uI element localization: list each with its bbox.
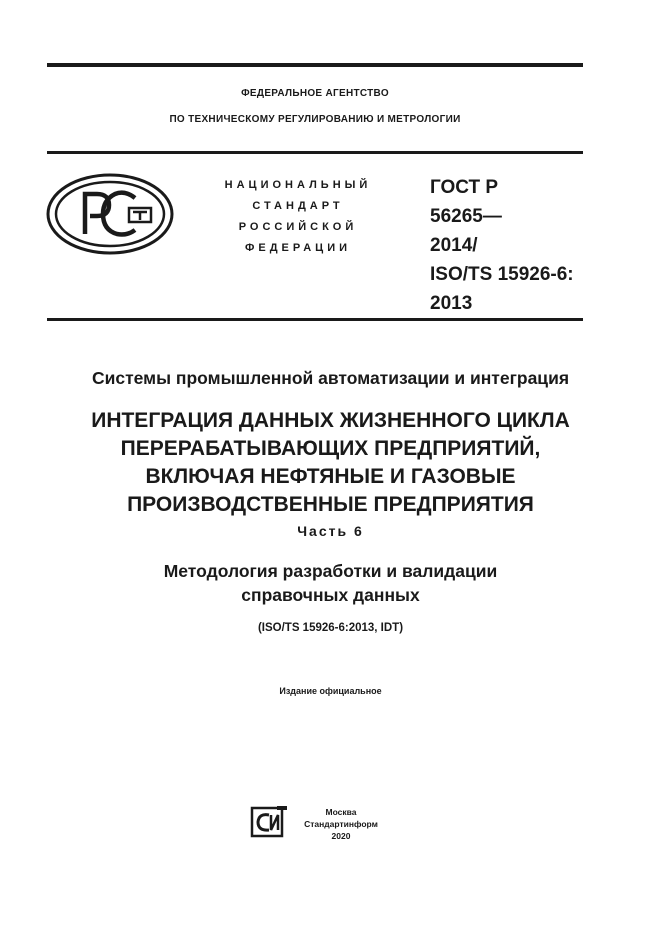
header-rule bbox=[47, 151, 583, 154]
designation-line4: ISO/TS 15926-6: bbox=[430, 264, 574, 285]
subtitle-line1: Методология разработки и валидации bbox=[163, 561, 498, 581]
designation-line1: ГОСТ Р bbox=[430, 177, 499, 198]
designation-line3: 2014/ bbox=[430, 235, 478, 256]
national-standard-line2: СТАНДАРТ bbox=[252, 200, 344, 212]
national-standard-label bbox=[198, 175, 398, 259]
equivalence-note: (ISO/TS 15926-6:2013, IDT) bbox=[257, 622, 404, 634]
standard-designation bbox=[430, 173, 600, 318]
main-title bbox=[20, 407, 641, 519]
gost-r-emblem-icon bbox=[45, 172, 175, 256]
publisher-imprint bbox=[296, 806, 386, 842]
edition-note: Издание официальное bbox=[279, 686, 382, 696]
series-title: Системы промышленной автоматизации и интеграция bbox=[91, 368, 570, 388]
part-subtitle bbox=[20, 559, 641, 607]
national-standard-line3: РОССИЙСКОЙ bbox=[238, 221, 358, 233]
top-rule bbox=[47, 63, 583, 67]
part-label: Часть 6 bbox=[297, 523, 364, 539]
designation-line2: 56265— bbox=[430, 206, 502, 227]
standartinform-logo-icon bbox=[249, 805, 289, 839]
agency-name-line2: ПО ТЕХНИЧЕСКОМУ РЕГУЛИРОВАНИЮ И МЕТРОЛОГИИ bbox=[169, 114, 461, 125]
publication-year: 2020 bbox=[331, 831, 351, 841]
main-title-line3: ВКЛЮЧАЯ НЕФТЯНЫЕ И ГАЗОВЫЕ bbox=[145, 465, 516, 488]
national-standard-line4: ФЕДЕРАЦИИ bbox=[244, 242, 352, 254]
publisher-city: Москва bbox=[325, 807, 357, 817]
designation-line5: 2013 bbox=[430, 293, 473, 314]
main-title-line1: ИНТЕГРАЦИЯ ДАННЫХ ЖИЗНЕННОГО ЦИКЛА bbox=[91, 409, 570, 432]
agency-name-line1: ФЕДЕРАЛЬНОЕ АГЕНТСТВО bbox=[241, 88, 389, 99]
publisher-name: Стандартинформ bbox=[304, 819, 378, 829]
main-title-line4: ПРОИЗВОДСТВЕННЫЕ ПРЕДПРИЯТИЯ bbox=[127, 493, 534, 516]
subtitle-line2: справочных данных bbox=[241, 585, 420, 605]
national-standard-line1: НАЦИОНАЛЬНЫЙ bbox=[224, 179, 372, 191]
main-title-line2: ПЕРЕРАБАТЫВАЮЩИХ ПРЕДПРИЯТИЙ, bbox=[120, 437, 541, 460]
title-block-rule bbox=[47, 318, 583, 321]
